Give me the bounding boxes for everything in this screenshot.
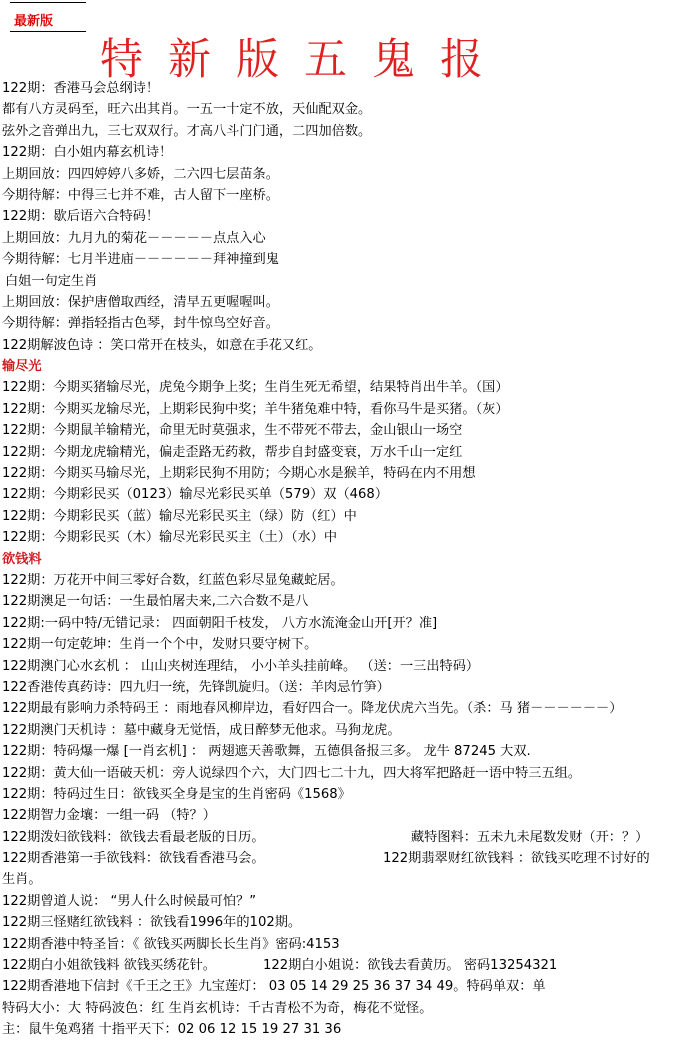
text-line: 122期智力金壤：一组一码 （特？）: [2, 808, 216, 824]
text-line: 主：鼠牛兔鸡猪 十指平天下：02 06 12 15 19 27 31 36: [2, 1022, 342, 1038]
text-line: 122期一句定乾坤：生肖一个个中，发财只要守树下。: [2, 637, 318, 653]
text-line: 122期：今期鼠羊输精光，命里无时莫强求，生不带死不带去，金山银山一场空: [2, 423, 463, 439]
top-rule: [10, 2, 86, 3]
text-line-left: 122期香港第一手欲钱料：欲钱看香港马会。: [2, 851, 265, 867]
page-title: 特新版五鬼报: [100, 35, 508, 85]
text-line: 122期：白小姐内幕玄机诗！: [2, 145, 173, 161]
text-line: 上期回放：保护唐僧取西经，清早五更喔喔叫。: [2, 294, 279, 310]
text-line-left: 122期泼妇欲钱料：欲钱去看最老版的日历。: [2, 829, 265, 845]
text-line-right: 122期翡翠财红欲钱料 ：欲钱买吃理不讨好的: [383, 851, 650, 867]
text-line: 122期：今期买猪输尽光，虎兔今期争上奖；生肖生死无希望，结果特肖出牛羊。（国）: [2, 380, 509, 396]
text-line: 122期：万花开中间三零好合数，红蓝色彩尽显兔藏蛇居。: [2, 572, 344, 588]
text-line: 122期：今期彩民买（蓝）输尽光彩民买主（绿）防（红）中: [2, 508, 357, 524]
text-line: 今期待解：中得三七并不难，古人留下一座桥。: [2, 187, 279, 203]
text-line: 今期待解：七月半进庙－－－－－－拜神撞到鬼: [2, 252, 279, 268]
section-heading: 输尽光: [2, 359, 42, 375]
text-line: 特码大小：大 特码波色：红 生肖玄机诗：千古青松不为奇，梅花不觉怪。: [2, 1000, 433, 1016]
section-heading: 欲钱料: [2, 551, 42, 567]
text-line: 122期曾道人说： “男人什么时候最可怕？”: [2, 893, 257, 909]
text-line: 122期香港中特圣旨：《 欲钱买两脚长长生肖》密码:4153: [2, 936, 340, 952]
text-line: 122香港传真药诗：四九归一统，先锋凯旋归。（送：羊肉忌竹笋）: [2, 679, 390, 695]
text-line-right: 藏特图料：五未九未尾数发财（开：？）: [411, 829, 649, 845]
text-line: 122期：今期买龙输尽光，上期彩民狗中奖；羊牛猪兔难中特，看你马牛是买猪。（灰）: [2, 401, 509, 417]
text-line-split: [0, 848, 690, 869]
text-line: 122期澳门天机诗 ：墓中藏身无觉悟，成日醉梦无他求。马狗龙虎。: [2, 722, 401, 738]
version-rule: [10, 31, 86, 32]
text-line: 122期：香港马会总纲诗！: [2, 81, 160, 96]
text-line: 122期：特码过生日：欲钱买全身是宝的生肖密码《1568》: [2, 786, 351, 802]
text-line: 122期解波色诗 ：笑口常开在枝头，如意在手花又红。: [2, 337, 322, 353]
text-line: 白姐一句定生肖: [5, 273, 98, 289]
version-label: 最新版: [14, 14, 54, 29]
text-line: 122期澳门心水玄机 ： 山山夹树连理结， 小小羊头挂前峰。 （送：一三出特码）: [2, 658, 480, 674]
text-line: 122期：今期彩民买（木）输尽光彩民买主（土）（水）中: [2, 530, 338, 546]
text-line: 122期：今期龙虎输精光，偏走歪路无药救，帮步自封盛变衰，万水千山一定红: [2, 444, 463, 460]
text-line: 上期回放：四四婷婷八多娇，二六四七层苗条。: [2, 166, 279, 182]
text-line: 122期香港地下信封《千王之王》九宝莲灯： 03 05 14 29 25 36 37 34 49。特码单双：单: [2, 979, 546, 995]
text-line: 生肖。: [2, 872, 42, 888]
text-line: 122期：今期买马输尽光，上期彩民狗不用防；今期心水是猴羊，特码在内不用想: [2, 466, 476, 482]
text-line: 上期回放：九月九的菊花－－－－－点点入心: [2, 230, 266, 246]
text-line: 122期：特码爆一爆 [一肖玄机] ： 两翅遮天善歌舞，五德俱备报三多。 龙牛 87245 大双.: [2, 744, 531, 760]
text-line: 122期最有影响力杀特码王 ：雨地春风柳岸边，看好四合一。降龙伏虎六当先。（杀：马 猪－－－－－－）: [2, 701, 623, 717]
text-line: 122期三怪赌红欲钱料 ：欲钱看1996年的102期。: [2, 915, 302, 931]
text-line: 122期：歇后语六合特码！: [2, 209, 160, 225]
text-line: 122期：黄大仙一语破天机：旁人说绿四个六，大门四七二十九，四大将军把路赶一语中特三五组。: [2, 765, 582, 781]
text-line: 122期澳足一句话：一生最怕屠夫来,二六合数不是八: [2, 594, 309, 610]
text-line-split: [0, 827, 690, 848]
text-line: 122期：今期彩民买（0123）输尽光彩民买单（579）双（468）: [2, 487, 389, 503]
text-line: 都有八方灵码至，旺六出其肖。一五一十定不放，天仙配双金。: [2, 102, 372, 118]
text-line: 弦外之音弹出九，三七双双行。才高八斗门门通，二四加倍数。: [2, 123, 372, 139]
text-line-split: [0, 955, 690, 976]
text-line: 今期待解：弹指轻指古色琴，封牛惊鸟空好音。: [2, 316, 279, 332]
text-line-right: 122期白小姐说：欲钱去看黄历。 密码13254321: [263, 958, 558, 974]
content-body: [0, 78, 690, 1041]
text-line: 122期:一码中特/无错记录： 四面朝阳千枝发， 八方水流淹金山开[开？准]: [2, 615, 438, 631]
text-line-left: 122期白小姐欲钱料 欲钱买绣花针。: [2, 958, 216, 974]
